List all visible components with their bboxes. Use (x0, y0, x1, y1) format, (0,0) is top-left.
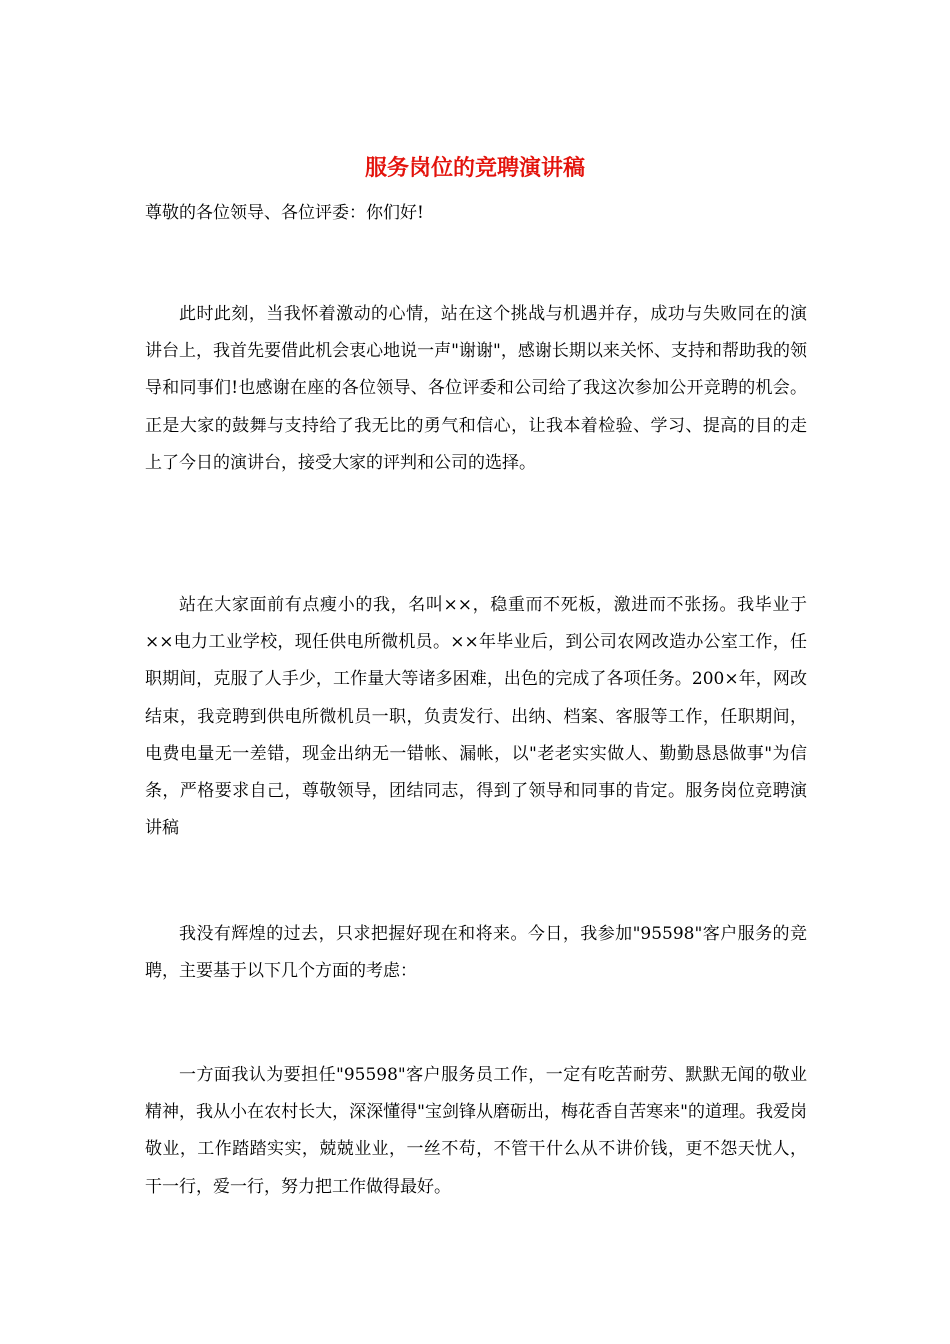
paragraph-2: 站在大家面前有点瘦小的我，名叫××，稳重而不死板，激进而不张扬。我毕业于××电力工业学校，现任供电所微机员。××年毕业后，到公司农网改造办公室工作，任职期间，克服了人手少，工作量大等诸多困难，出色的完成了各项任务。200×年，网改结束，我竞聘到供电所微机员一职，负责发行、出纳、档案、客服等工作，任职期间，电费电量无一差错，现金出纳无一错帐、漏帐，以"老老实实做人、勤勤恳恳做事"为信条，严格要求自己，尊敬领导，团结同志，得到了领导和同事的肯定。服务岗位竞聘演讲稿 (145, 595, 807, 839)
paragraph-4: 一方面我认为要担任"95598"客户服务员工作，一定有吃苦耐劳、默默无闻的敬业精神，我从小在农村长大，深深懂得"宝剑锋从磨砺出，梅花香自苦寒来"的道理。我爱岗敬业，工作踏踏实实，兢兢业业，一丝不苟，不管干什么从不讲价钱，更不怨天忧人，干一行，爱一行，努力把工作做得最好。 (145, 1065, 807, 1197)
paragraph-1: 此时此刻，当我怀着激动的心情，站在这个挑战与机遇并存，成功与失败同在的演讲台上，我首先要借此机会衷心地说一声"谢谢"，感谢长期以来关怀、支持和帮助我的领导和同事们!也感谢在座的各位领导、各位评委和公司给了我这次参加公开竞聘的机会。正是大家的鼓舞与支持给了我无比的勇气和信心，让我本着检验、学习、提高的目的走上了今日的演讲台，接受大家的评判和公司的选择。 (145, 304, 807, 473)
paragraph-3: 我没有辉煌的过去，只求把握好现在和将来。今日，我参加"95598"客户服务的竞聘，主要基于以下几个方面的考虑： (145, 924, 807, 982)
document-title: 服务岗位的竞聘演讲稿 (364, 155, 585, 181)
greeting-line: 尊敬的各位领导、各位评委：你们好! (145, 203, 424, 223)
